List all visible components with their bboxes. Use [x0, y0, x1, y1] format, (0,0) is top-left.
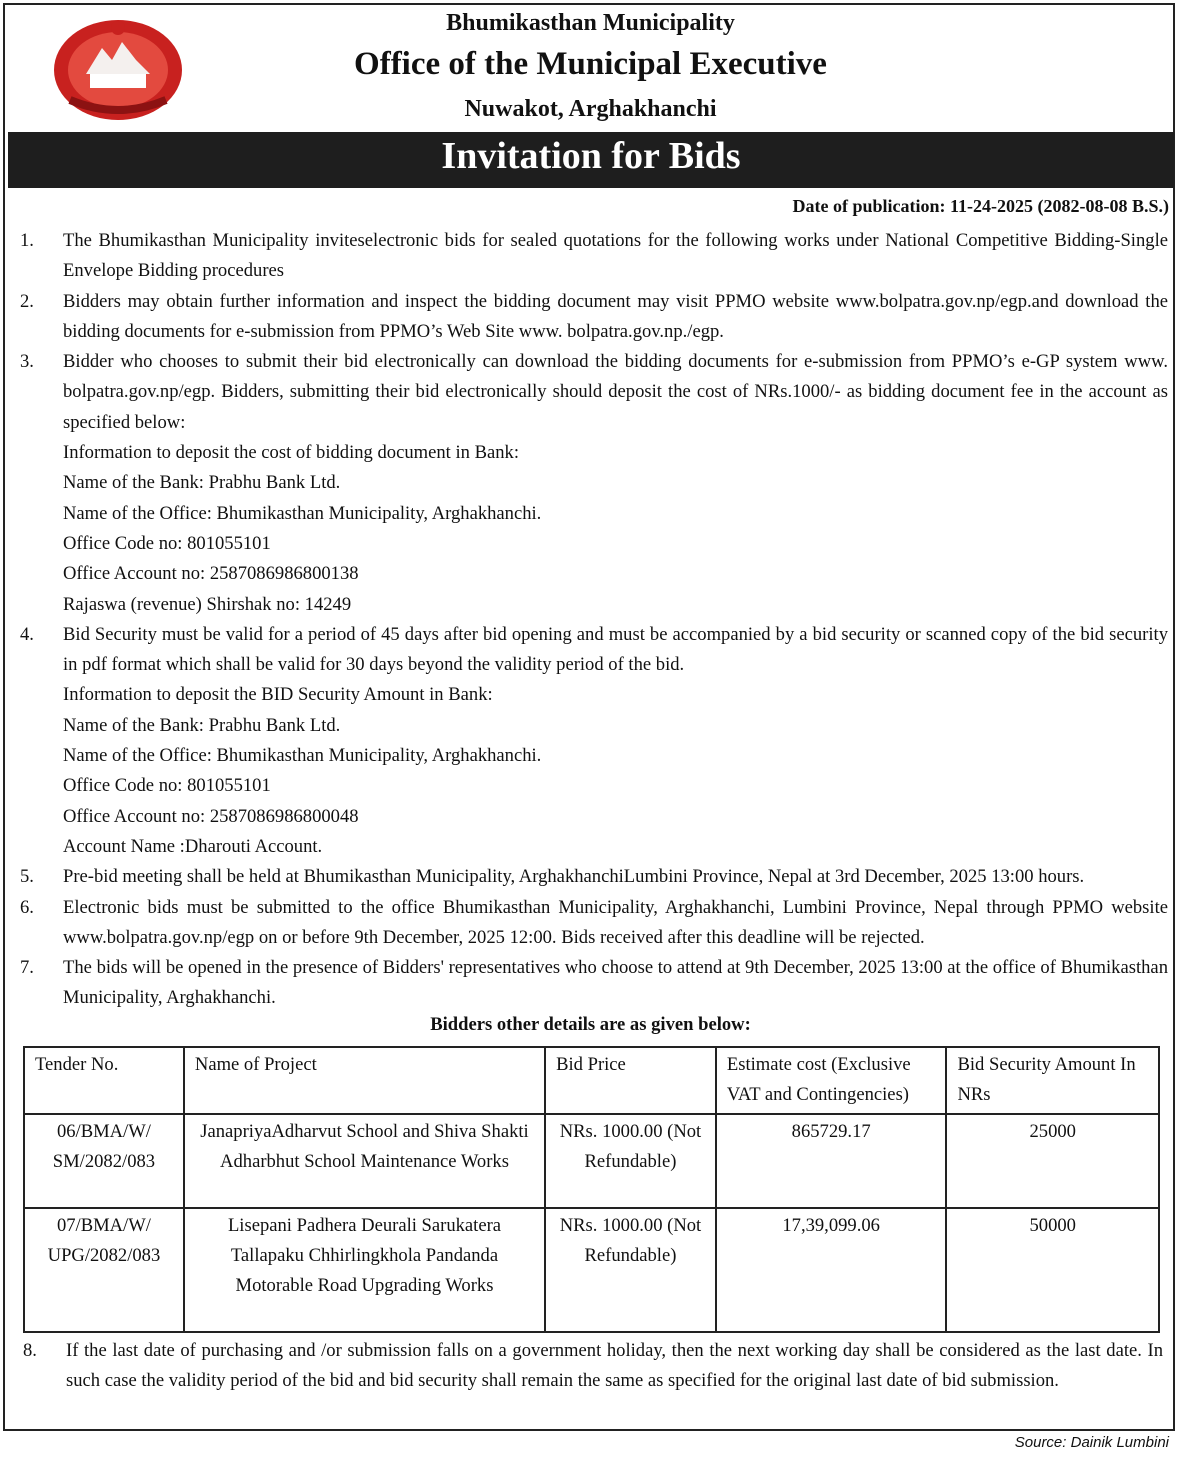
clause-2 — [20, 287, 1168, 348]
notice-body — [20, 226, 1168, 1014]
tender-table — [23, 1046, 1160, 1333]
bank-detail-line: Account Name :Dharouti Account. — [63, 835, 323, 857]
clause-text: Electronic bids must be submitted to the office Bhumikasthan Municipality, Arghakhanchi, Lumbini Province, Nepal through PPMO website www.bolpatra.gov.np/egp on or before 9th December, 2025 12:00. Bids received after this deadline will be rejected. — [63, 896, 1168, 948]
clause-text: If the last date of purchasing and /or submission falls on a government holiday, then the next working day shall be considered as the last date. In such case the validity period of the bid and bid security shall remain the same as specified for the original last date of bid submission. — [66, 1340, 1163, 1392]
clause-text: Pre-bid meeting shall be held at Bhumikasthan Municipality, ArghakhanchiLumbini Province, Nepal at 3rd December, 2025 13:00 hours. — [63, 866, 1085, 888]
clause-4 — [20, 620, 1168, 681]
details-heading: Bidders other details are as given below: — [430, 1014, 751, 1035]
clause-text: Bid Security must be valid for a period of 45 days after bid opening and must be accompanied by a bid security or scanned copy of the bid security in pdf format which shall be valid for 30 days beyond the validity period of the bid. — [63, 623, 1168, 676]
clause-number: 7. — [20, 957, 34, 979]
column-header: Estimate cost (Exclusive VAT and Contingencies) — [716, 1047, 947, 1114]
clause-number: 6. — [20, 896, 34, 918]
estimate-cost: 17,39,099.06 — [716, 1208, 947, 1332]
clause-number: 2. — [20, 290, 34, 312]
clause-8 — [23, 1336, 1163, 1397]
bank-detail-line: Rajaswa (revenue) Shirshak no: 14249 — [63, 593, 352, 615]
bid-security-amount: 50000 — [946, 1208, 1159, 1332]
bank-detail-line: Office Code no: 801055101 — [63, 775, 271, 797]
bid-price: NRs. 1000.00 (Not Refundable) — [545, 1208, 716, 1332]
clause-3 — [20, 347, 1168, 438]
bid-price: NRs. 1000.00 (Not Refundable) — [545, 1114, 716, 1208]
publication-date: Date of publication: 11-24-2025 (2082-08-08 B.S.) — [792, 196, 1169, 216]
bank-detail-line: Name of the Bank: Prabhu Bank Ltd. — [63, 714, 341, 736]
clause-5 — [20, 862, 1168, 892]
estimate-cost: 865729.17 — [716, 1114, 947, 1208]
office-location: Nuwakot, Arghakhanchi — [464, 96, 717, 122]
bank-detail-line: Name of the Bank: Prabhu Bank Ltd. — [63, 472, 341, 494]
clause-7 — [20, 953, 1168, 1014]
project-name: JanapriyaAdharvut School and Shiva Shakti Adharbhut School Maintenance Works — [184, 1114, 545, 1208]
bid-security-amount: 25000 — [946, 1114, 1159, 1208]
column-header: Name of Project — [184, 1047, 545, 1114]
tender-number: 06/BMA/W/ SM/2082/083 — [24, 1114, 184, 1208]
table-row — [24, 1208, 1159, 1332]
bank-detail-line: Name of the Office: Bhumikasthan Municipality, Arghakhanchi. — [63, 502, 542, 524]
tender-number: 07/BMA/W/ UPG/2082/083 — [24, 1208, 184, 1332]
project-name: Lisepani Padhera Deurali Sarukatera Tallapaku Chhirlingkhola Pandanda Motorable Road Upgrading Works — [184, 1208, 545, 1332]
bank-detail-line: Office Code no: 801055101 — [63, 532, 271, 554]
clause-number: 5. — [20, 866, 34, 888]
clause-6 — [20, 893, 1168, 954]
table-row — [24, 1114, 1159, 1208]
office-title: Office of the Municipal Executive — [354, 46, 827, 82]
clause-number: 4. — [20, 623, 34, 645]
clause-text: Bidder who chooses to submit their bid electronically can download the bidding documents for e-submission from PPMO’s e-GP system www. bolpatra.gov.np/egp. Bidders, submitting their bid electronically should deposit the cost of NRs.1000/- as bidding document fee in the account as specified below: — [63, 351, 1168, 433]
column-header: Bid Security Amount In NRs — [946, 1047, 1159, 1114]
clause-number: 8. — [23, 1340, 37, 1361]
bank-detail-line: Information to deposit the BID Security Amount in Bank: — [63, 684, 493, 706]
clause-number: 3. — [20, 351, 34, 373]
bank-detail-line: Office Account no: 2587086986800138 — [63, 563, 359, 585]
column-header: Tender No. — [24, 1047, 184, 1114]
column-header: Bid Price — [545, 1047, 716, 1114]
clause-text: The Bhumikasthan Municipality inviteselectronic bids for sealed quotations for the following works under National Competitive Bidding-Single Envelope Bidding procedures — [63, 230, 1168, 282]
clause-1 — [20, 226, 1168, 287]
municipality-name: Bhumikasthan Municipality — [446, 10, 735, 36]
notice-banner: Invitation for Bids — [8, 132, 1174, 188]
clause-text: The bids will be opened in the presence of Bidders' representatives who choose to attend at 9th December, 2025 13:00 at the office of Bhumikasthan Municipality, Arghakhanchi. — [63, 957, 1168, 1009]
bank-detail-line: Office Account no: 2587086986800048 — [63, 805, 359, 827]
table-header-row — [24, 1047, 1159, 1114]
clause-text: Bidders may obtain further information and inspect the bidding document may visit PPMO website www.bolpatra.gov.np/egp.and download the bidding documents for e-submission from PPMO’s Web Site www. bolpatra.gov.np./egp. — [63, 290, 1168, 342]
bank-detail-line: Information to deposit the cost of bidding document in Bank: — [63, 442, 519, 464]
source-credit: Source: Dainik Lumbini — [1014, 1434, 1169, 1451]
bank-detail-line: Name of the Office: Bhumikasthan Municipality, Arghakhanchi. — [63, 745, 542, 767]
clause-number: 1. — [20, 230, 34, 251]
